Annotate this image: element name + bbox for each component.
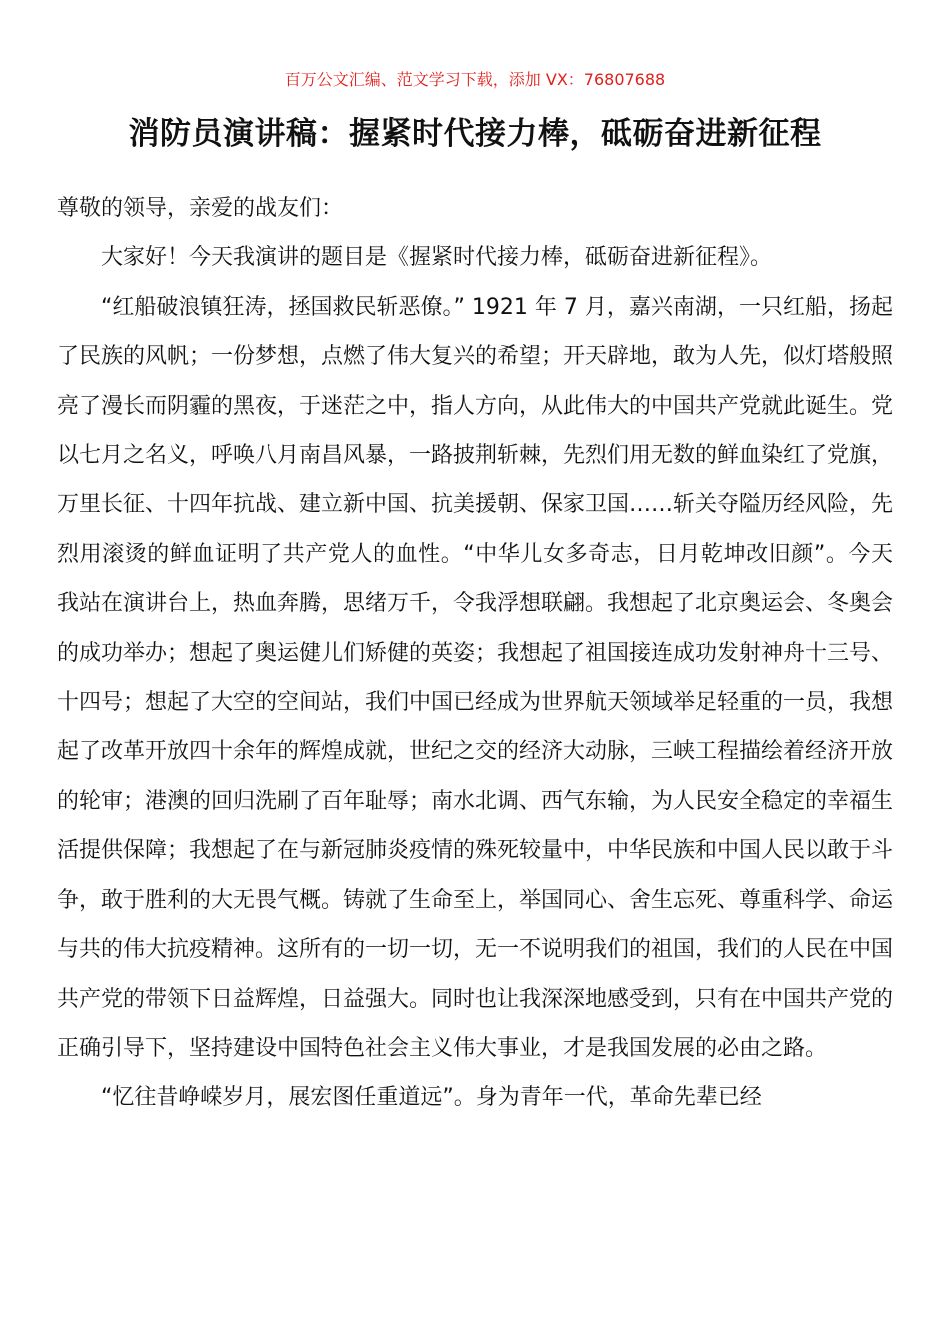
document-body xyxy=(57,184,893,1123)
paragraph-main: “红船破浪镇狂涛，拯国救民斩恶僚。” 1921 年 7 月，嘉兴南湖，一只红船，扬起了民族的风帆；一份梦想，点燃了伟大复兴的希望；开天辟地，敢为人先，似灯塔般照亮了漫长而阴霾的黑夜，于迷茫之中，指人方向，从此伟大的中国共产党就此诞生。党以七月之名义，呼唤八月南昌风暴，一路披荆斩棘，先烈们用无数的鲜血染红了党旗，万里长征、十四年抗战、建立新中国、抗美援朝、保家卫国……斩关夺隘历经风险，先烈用滚烫的鲜血证明了共产党人的血性。“中华儿女多奇志，日月乾坤改旧颜”。今天我站在演讲台上，热血奔腾，思绪万千，令我浮想联翩。我想起了北京奥运会、冬奥会的成功举办；想起了奥运健儿们矫健的英姿；我想起了祖国接连成功发射神舟十三号、十四号；想起了大空的空间站，我们中国已经成为世界航天领域举足轻重的一员，我想起了改革开放四十余年的辉煌成就，世纪之交的经济大动脉，三峡工程描绘着经济开放的轮审；港澳的回归洗刷了百年耻辱；南水北调、西气东输，为人民安全稳定的幸福生活提供保障；我想起了在与新冠肺炎疫情的殊死较量中，中华民族和中国人民以敢于斗争，敢于胜利的大无畏气概。铸就了生命至上，举国同心、舍生忘死、尊重科学、命运与共的伟大抗疫精神。这所有的一切一切，无一不说明我们的祖国，我们的人民在中国共产党的带领下日益辉煌，日益强大。同时也让我深深地感受到，只有在中国共产党的正确引导下，坚持建设中国特色社会主义伟大事业，才是我国发展的必由之路。 xyxy=(57,294,894,1061)
page-title: 消防员演讲稿：握紧时代接力棒，砥砺奋进新征程 xyxy=(128,116,822,152)
salutation: 尊敬的领导，亲爱的战友们： xyxy=(57,196,344,221)
paragraph-continuation: “忆往昔峥嵘岁月，展宏图任重道远”。身为青年一代，革命先辈已经 xyxy=(101,1085,762,1111)
header-note: 百万公文汇编、范文学习下载，添加 VX：76807688 xyxy=(284,70,666,89)
paragraph-intro: 大家好！今天我演讲的题目是《握紧时代接力棒，砥砺奋进新征程》。 xyxy=(101,245,773,271)
